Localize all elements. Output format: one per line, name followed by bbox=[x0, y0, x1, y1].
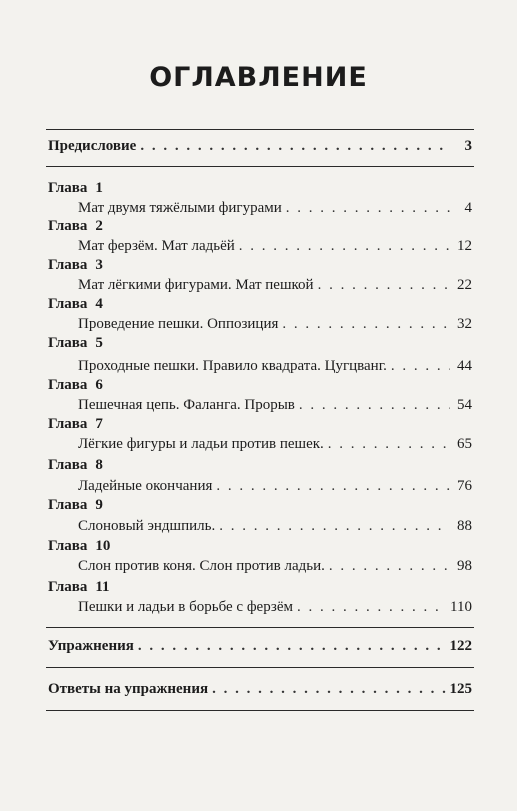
toc-page-number: 76 bbox=[457, 478, 472, 494]
leader-dots bbox=[219, 517, 450, 535]
toc-entry-label: Лёгкие фигуры и ладьи против пешек. bbox=[78, 436, 324, 452]
leader-dots bbox=[286, 199, 450, 217]
toc-entry-exercises[interactable] bbox=[48, 637, 472, 655]
leader-dots bbox=[216, 477, 450, 495]
toc-entry-chapter-3[interactable] bbox=[78, 276, 472, 294]
toc-entry-chapter-4[interactable] bbox=[78, 315, 472, 333]
toc-entry-chapter-2[interactable] bbox=[78, 237, 472, 255]
toc-entry-chapter-11[interactable] bbox=[78, 598, 472, 616]
chapter-word: Глава bbox=[48, 296, 88, 312]
toc-entry-label: Пешечная цепь. Фаланга. Прорыв bbox=[78, 397, 295, 413]
toc-entry-label: Упражнения bbox=[48, 638, 134, 654]
toc-page-number: 65 bbox=[457, 436, 472, 452]
toc-page-number: 22 bbox=[457, 277, 472, 293]
chapter-word: Глава bbox=[48, 457, 88, 473]
chapter-heading-10 bbox=[48, 537, 110, 555]
toc-entry-label: Проходные пешки. Правило квадрата. Цугцванг. bbox=[78, 358, 387, 374]
toc-entry-chapter-8[interactable] bbox=[78, 477, 472, 495]
toc-entry-answers[interactable] bbox=[48, 680, 472, 698]
toc-entry-chapter-7[interactable] bbox=[78, 435, 472, 453]
toc-entry-label: Мат двумя тяжёлыми фигурами bbox=[78, 200, 282, 216]
toc-entry-label: Мат лёгкими фигурами. Мат пешкой bbox=[78, 277, 314, 293]
chapter-number: 2 bbox=[95, 218, 103, 234]
leader-dots bbox=[239, 237, 450, 255]
toc-entry-label: Проведение пешки. Оппозиция bbox=[78, 316, 279, 332]
toc-page-number: 122 bbox=[449, 638, 472, 654]
toc-page-number: 98 bbox=[457, 558, 472, 574]
divider-bottom bbox=[46, 710, 474, 711]
leader-dots bbox=[318, 276, 450, 294]
toc-entry-chapter-5[interactable] bbox=[78, 357, 472, 375]
toc-entry-chapter-1[interactable] bbox=[78, 199, 472, 217]
chapter-number: 10 bbox=[95, 538, 111, 554]
chapter-number: 4 bbox=[95, 296, 103, 312]
chapter-heading-9 bbox=[48, 496, 103, 514]
chapter-heading-11 bbox=[48, 578, 110, 596]
toc-entry-chapter-9[interactable] bbox=[78, 517, 472, 535]
leader-dots bbox=[138, 637, 446, 655]
chapter-heading-2 bbox=[48, 217, 103, 235]
chapter-number: 11 bbox=[95, 579, 110, 595]
chapter-word: Глава bbox=[48, 257, 88, 273]
divider-preface bbox=[46, 166, 474, 167]
toc-entry-label: Слон против коня. Слон против ладьи. bbox=[78, 558, 325, 574]
toc-page-number: 54 bbox=[457, 397, 472, 413]
page-title: ОГЛАВЛЕНИЕ bbox=[149, 62, 368, 93]
toc-page-number: 4 bbox=[464, 200, 472, 216]
toc-page-number: 125 bbox=[449, 681, 472, 697]
divider-top bbox=[46, 129, 474, 130]
leader-dots bbox=[329, 557, 450, 575]
chapter-number: 6 bbox=[95, 377, 103, 393]
divider-exercises bbox=[46, 667, 474, 668]
leader-dots bbox=[297, 598, 446, 616]
chapter-heading-6 bbox=[48, 376, 103, 394]
chapter-word: Глава bbox=[48, 377, 88, 393]
toc-page-number: 12 bbox=[457, 238, 472, 254]
chapter-number: 3 bbox=[95, 257, 103, 273]
chapter-number: 5 bbox=[95, 335, 103, 351]
chapter-heading-8 bbox=[48, 456, 103, 474]
chapter-number: 7 bbox=[95, 416, 103, 432]
leader-dots bbox=[212, 680, 445, 698]
chapter-heading-5 bbox=[48, 334, 103, 352]
chapter-number: 1 bbox=[95, 180, 103, 196]
leader-dots bbox=[328, 435, 450, 453]
leader-dots bbox=[282, 315, 450, 333]
chapter-word: Глава bbox=[48, 218, 88, 234]
chapter-heading-1 bbox=[48, 179, 103, 197]
leader-dots bbox=[140, 137, 450, 155]
chapter-word: Глава bbox=[48, 416, 88, 432]
toc-entry-label: Мат ферзём. Мат ладьёй bbox=[78, 238, 235, 254]
chapter-word: Глава bbox=[48, 497, 88, 513]
toc-entry-label: Предисловие bbox=[48, 138, 137, 154]
leader-dots bbox=[299, 396, 450, 414]
chapter-number: 9 bbox=[95, 497, 103, 513]
chapter-word: Глава bbox=[48, 538, 88, 554]
toc-entry-label: Пешки и ладьи в борьбе с ферзём bbox=[78, 599, 293, 615]
chapter-word: Глава bbox=[48, 335, 88, 351]
toc-entry-chapter-6[interactable] bbox=[78, 396, 472, 414]
toc-page-number: 32 bbox=[457, 316, 472, 332]
toc-page-number: 3 bbox=[464, 138, 472, 154]
toc-page-number: 44 bbox=[457, 358, 472, 374]
chapter-heading-4 bbox=[48, 295, 103, 313]
leader-dots bbox=[391, 357, 450, 375]
toc-entry-preface[interactable] bbox=[48, 137, 472, 155]
toc-entry-chapter-10[interactable] bbox=[78, 557, 472, 575]
divider-chapters bbox=[46, 627, 474, 628]
toc-page-number: 88 bbox=[457, 518, 472, 534]
toc-entry-label: Ладейные окончания bbox=[78, 478, 213, 494]
chapter-number: 8 bbox=[95, 457, 103, 473]
chapter-heading-7 bbox=[48, 415, 103, 433]
chapter-word: Глава bbox=[48, 579, 88, 595]
toc-entry-label: Ответы на упражнения bbox=[48, 681, 209, 697]
toc-entry-label: Слоновый эндшпиль. bbox=[78, 518, 216, 534]
toc-page-number: 110 bbox=[450, 599, 472, 615]
chapter-word: Глава bbox=[48, 180, 88, 196]
chapter-heading-3 bbox=[48, 256, 103, 274]
